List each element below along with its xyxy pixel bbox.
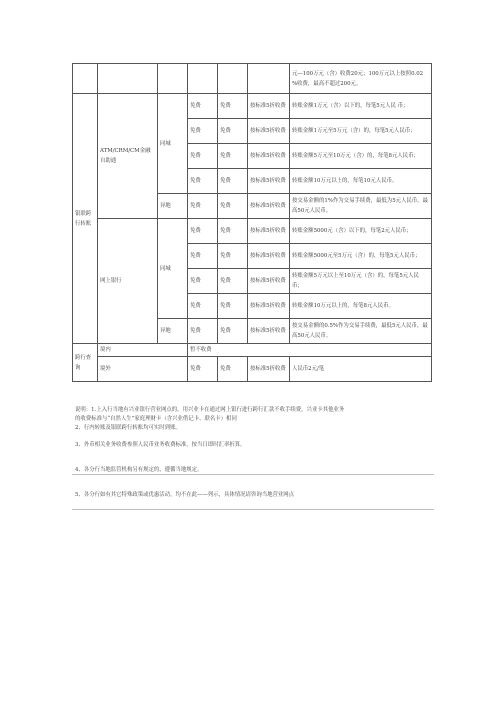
region-label: 境内 (98, 344, 188, 357)
fee-cell: 免费 (188, 269, 218, 294)
fee-cell: 按标准5折收费 (248, 94, 290, 119)
fee-cell: 按标准5折收费 (248, 219, 290, 244)
fee-cell: 转账金额5000元（含）以下的，每笔2元人民币； (290, 219, 432, 244)
fee-cell: 转账金额1万元至5万元（含）的，每笔5元人民币； (290, 119, 432, 144)
fee-cell: 按标准5折收费 (248, 169, 290, 194)
fee-cell: 按交易金额的1%作为交易手续费，最低为5元人民币，最高50元人民币。 (290, 194, 432, 219)
table-cell (188, 64, 218, 94)
region-label: 同城 (158, 94, 188, 194)
table-cell: 元—100万元（含）收费20元；100万元以上按照0.02 %收费，最高不超过200元。 (290, 64, 432, 94)
divider (72, 474, 434, 475)
fee-cell: 按标准5折收费 (248, 269, 290, 294)
table-row (73, 344, 432, 357)
fee-cell: 免费 (218, 269, 248, 294)
fee-cell: 转账金额10万元以上的，每笔10元人民币。 (290, 169, 432, 194)
fee-cell: 免费 (218, 119, 248, 144)
table-cell (248, 64, 290, 94)
fee-cell: 按标准5折收费 (248, 244, 290, 269)
fee-cell: 转账金额1万元（含）以下的，每笔5元人民 币； (290, 94, 432, 119)
channel-label: ATM/CRM/CM金融自助通 (98, 94, 158, 219)
fee-cell: 免费 (188, 194, 218, 219)
table-row (73, 219, 432, 244)
fee-cell: 免费 (188, 319, 218, 344)
group-label: 银联跨行转账 (73, 94, 98, 344)
fee-cell: 免费 (188, 244, 218, 269)
fee-cell: 免费 (218, 357, 248, 382)
table-row (73, 94, 432, 119)
table-cell (158, 64, 188, 94)
fee-cell: 人民币2元/笔 (290, 357, 432, 382)
fee-cell: 免费 (188, 144, 218, 169)
region-label: 异地 (158, 319, 188, 344)
fee-cell: 免费 (218, 94, 248, 119)
fee-cell: 免费 (188, 294, 218, 319)
fee-cell: 免费 (218, 219, 248, 244)
table-row (73, 64, 432, 94)
fee-cell: 转账金额5万元以上至10万元（含）的，每笔5元人民币； (290, 269, 432, 294)
region-label: 异地 (158, 194, 188, 219)
fee-cell: 按标准5折收费 (248, 119, 290, 144)
fee-cell: 免费 (218, 194, 248, 219)
region-label: 同城 (158, 219, 188, 319)
divider (72, 509, 434, 510)
fee-cell: 转账金额10万元以上的，每笔8元人民币。 (290, 294, 432, 319)
table-cell (73, 64, 98, 94)
fee-cell: 免费 (218, 144, 248, 169)
fee-table (72, 63, 432, 382)
fee-cell: 免费 (188, 357, 218, 382)
fee-cell: 免费 (218, 169, 248, 194)
fee-cell: 按交易金额的0.5%作为交易手续费，最低5元人民币，最高50元人民币。 (290, 319, 432, 344)
region-label: 境外 (98, 357, 188, 382)
fee-cell: 转账金额5000元至5万元（含）的，每笔5元人民币； (290, 244, 432, 269)
fee-cell: 免费 (218, 294, 248, 319)
fee-cell: 按标准5折收费 (248, 319, 290, 344)
fee-cell: 按标准5折收费 (248, 357, 290, 382)
fee-cell: 暂不收费 (188, 344, 432, 357)
fee-cell: 免费 (218, 319, 248, 344)
note-2: 2、行内转账及银联跨行转账均可实时到账。 (75, 425, 181, 431)
notes-footer (75, 491, 435, 500)
fee-cell: 免费 (188, 94, 218, 119)
inquiry-label: 跨行查询 (73, 344, 98, 382)
table-cell (218, 64, 248, 94)
notes (75, 406, 435, 475)
fee-cell: 转账金额5万元至10万元（含）的，每笔8元人民币； (290, 144, 432, 169)
note-3: 3、外币相关业务收费参照人民币业务收费标准，按当日即时汇率折算。 (75, 442, 246, 448)
fee-cell: 免费 (218, 244, 248, 269)
fee-cell: 免费 (188, 169, 218, 194)
note-4: 4、各分行当地监管机构另有规定的，遵循当地规定。 (75, 467, 203, 473)
fee-cell: 按标准5折收费 (248, 294, 290, 319)
note-5: 5、各分行如有其它特殊政策或优惠活动，均不在此——列示，具体情况请咨询当地营业网点 (75, 492, 295, 498)
table-row (73, 357, 432, 382)
fee-cell: 免费 (188, 219, 218, 244)
table-cell (98, 64, 158, 94)
fee-cell: 免费 (188, 119, 218, 144)
fee-cell: 按标准5折收费 (248, 194, 290, 219)
fee-cell: 按标准5折收费 (248, 144, 290, 169)
channel-label: 网上银行 (98, 219, 158, 344)
note-1-line-2: 的收费标准与“自然人生”家庭理财卡（含兴业借记卡、联名卡）相同 (75, 416, 237, 422)
note-1-line-1: 说明：1.上入行当地有兴业银行营业网点的，用兴业卡在通过网上银行进行跨行汇款不收手续费，兴业卡其他业务 (75, 407, 345, 413)
